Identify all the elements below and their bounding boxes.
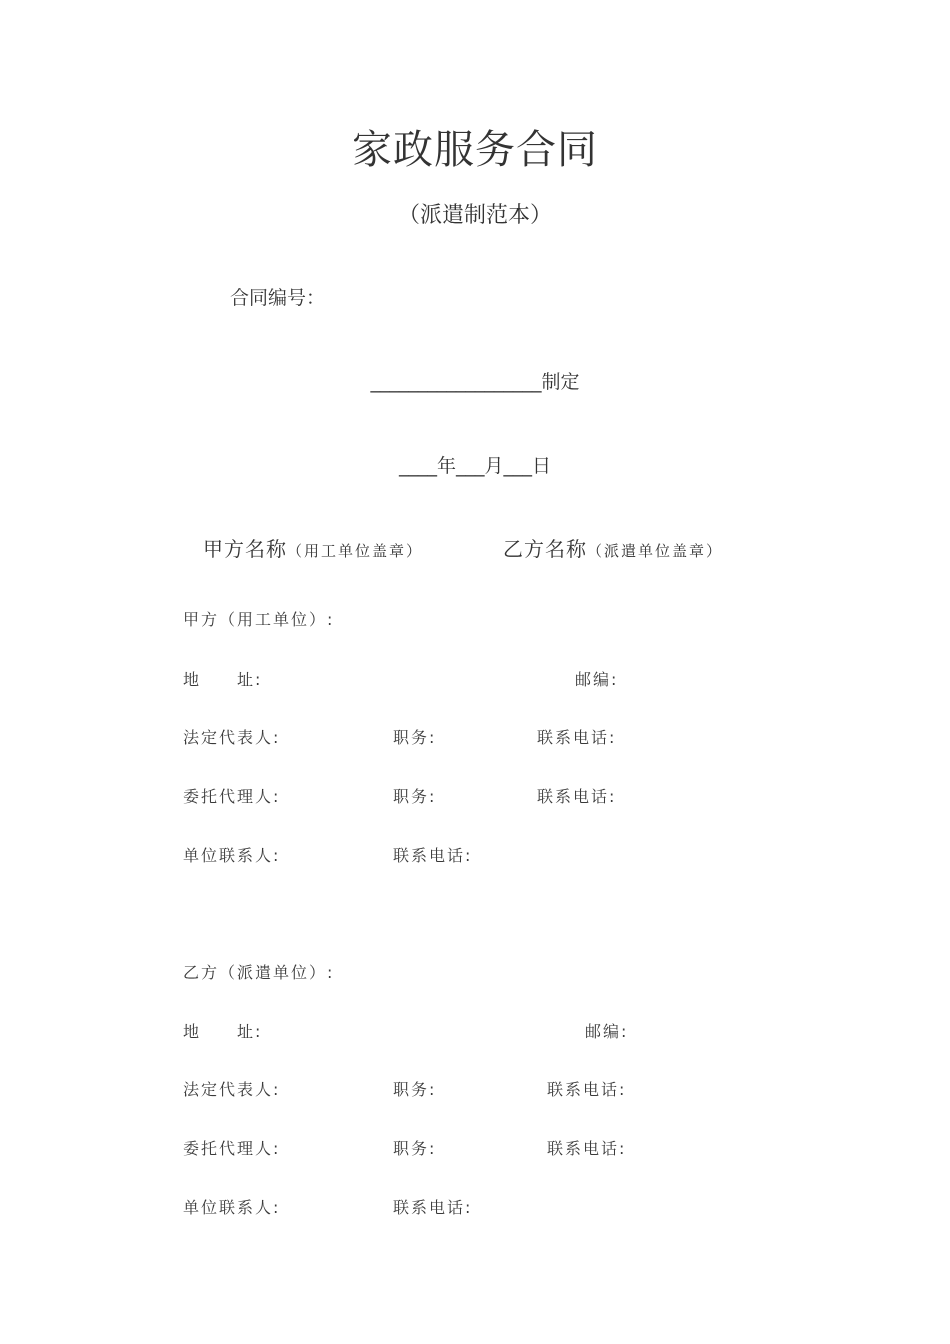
party-a-agent-label: 委托代理人: [183,787,281,806]
party-a-name-label: 甲方名称 [203,537,287,561]
made-by-line: __________________制定 [370,371,580,393]
party-b-position-label: 职务: [393,1080,437,1099]
party-b-name-label: 乙方名称 [503,537,587,561]
party-b-agent-label: 委托代理人: [183,1139,281,1158]
party-b-phone-label: 联系电话: [547,1080,627,1099]
party-b-heading: 乙方（派遣单位）: [183,963,335,982]
page-title: 家政服务合同 [352,127,598,173]
party-b-postcode-label: 邮编: [585,1022,629,1041]
party-b-address-label: 地 址: [183,1022,263,1041]
party-a-seal-note: （用工单位盖章） [287,542,424,560]
party-b-seal-note: （派遣单位盖章） [587,542,724,560]
party-a-contact-label: 单位联系人: [183,846,281,865]
party-b-contact-label: 单位联系人: [183,1198,281,1217]
party-a-heading: 甲方（用工单位）: [183,610,335,629]
party-a-contact-phone-label: 联系电话: [393,846,473,865]
party-a-phone-label: 联系电话: [537,728,617,747]
party-a-address-label: 地 址: [183,670,263,689]
party-a-postcode-label: 邮编: [575,670,619,689]
date-line: ____年___月___日 [398,455,551,477]
contract-number-label: 合同编号： [230,287,326,309]
page-subtitle: （派遣制范本） [397,203,552,228]
party-b-agent-position-label: 职务: [393,1139,437,1158]
party-a-position-label: 职务: [393,728,437,747]
party-a-agent-position-label: 职务: [393,787,437,806]
party-a-legal-rep-label: 法定代表人: [183,728,281,747]
party-b-agent-phone-label: 联系电话: [547,1139,627,1158]
party-b-legal-rep-label: 法定代表人: [183,1080,281,1099]
party-a-agent-phone-label: 联系电话: [537,787,617,806]
party-b-seal-header [503,533,723,562]
party-b-contact-phone-label: 联系电话: [393,1198,473,1217]
party-a-seal-header [203,533,423,562]
